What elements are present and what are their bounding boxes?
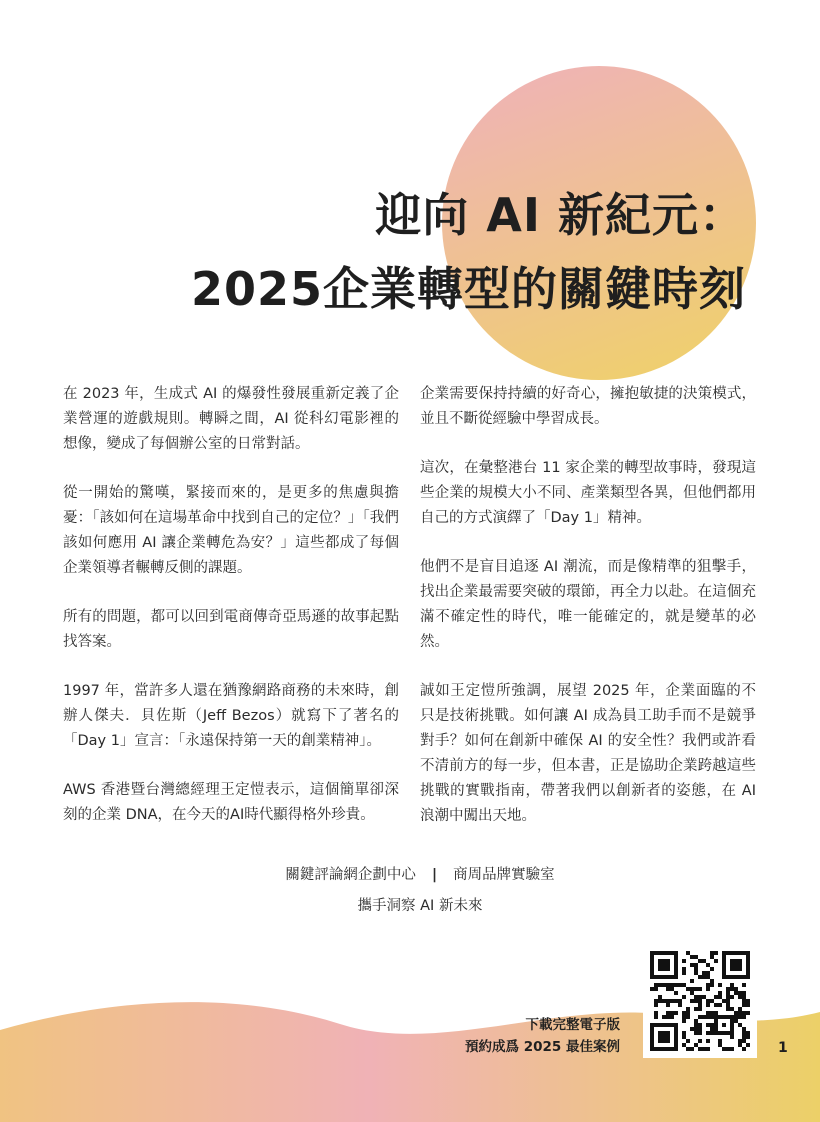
- title-line-1: 迎向 AI 新紀元：: [375, 188, 746, 242]
- paragraph: 這次，在彙整港台 11 家企業的轉型故事時，發現這些企業的規模大小不同、產業類型各異，但他們都用自己的方式演繹了「Day 1」精神。: [420, 460, 756, 526]
- paragraph: 1997 年，當許多人還在猶豫網路商務的未來時，創辦人傑夫．貝佐斯（Jeff Bezos）就寫下了著名的「Day 1」宣言：「永遠保持第一天的創業精神」。: [63, 683, 399, 749]
- download-call-to-action[interactable]: [465, 1014, 620, 1058]
- page-number: 1: [778, 1040, 788, 1056]
- credit-separator: |: [431, 867, 438, 883]
- paragraph: 所有的問題，都可以回到電商傳奇亞馬遜的故事起點找答案。: [63, 609, 399, 650]
- page-title: [191, 178, 746, 326]
- title-line-2: 2025企業轉型的關鍵時刻: [190, 262, 746, 316]
- credit-org-2: 商周品牌實驗室: [453, 867, 555, 883]
- cta-line-1[interactable]: 下載完整電子版: [525, 1017, 620, 1033]
- credits-tagline: 攜手洞察 AI 新未來: [357, 898, 483, 914]
- paragraph: 企業需要保持持續的好奇心，擁抱敏捷的決策模式，並且不斷從經驗中學習成長。: [420, 386, 756, 427]
- paragraph: 誠如王定愷所強調，展望 2025 年，企業面臨的不只是技術挑戰。如何讓 AI 成為員工助手而不是競爭對手？如何在創新中確保 AI 的安全性？我們或許看不清前方的每一步，但本書，正是協助企業跨越這些挑戰的實戰指南，帶著我們以創新者的姿態，在 AI 浪潮中闖出天地。: [420, 683, 756, 824]
- qr-code-icon: [650, 951, 750, 1051]
- paragraph: 從一開始的驚嘆，緊接而來的，是更多的焦慮與擔憂：「該如何在這場革命中找到自己的定位？」「我們該如何應用 AI 讓企業轉危為安？」這些都成了每個企業領導者輾轉反側的課題。: [63, 485, 399, 576]
- paragraph: 他們不是盲目追逐 AI 潮流，而是像精準的狙擊手，找出企業最需要突破的環節，再全力以赴。在這個充滿不確定性的時代，唯一能確定的，就是變革的必然。: [420, 559, 756, 650]
- qr-code[interactable]: [643, 944, 757, 1058]
- credits-organizations: [0, 863, 820, 884]
- cta-line-2[interactable]: 預約成爲 2025 最佳案例: [465, 1039, 620, 1055]
- body-column-right: [420, 382, 756, 853]
- paragraph: 在 2023 年，生成式 AI 的爆發性發展重新定義了企業營運的遊戲規則。轉瞬之間，AI 從科幻電影裡的想像，變成了每個辦公室的日常對話。: [63, 386, 399, 452]
- credit-org-1: 關鍵評論網企劃中心: [285, 867, 416, 883]
- paragraph: AWS 香港暨台灣總經理王定愷表示，這個簡單卻深刻的企業 DNA，在今天的AI時代顯得格外珍貴。: [63, 782, 399, 823]
- body-column-left: [63, 382, 399, 852]
